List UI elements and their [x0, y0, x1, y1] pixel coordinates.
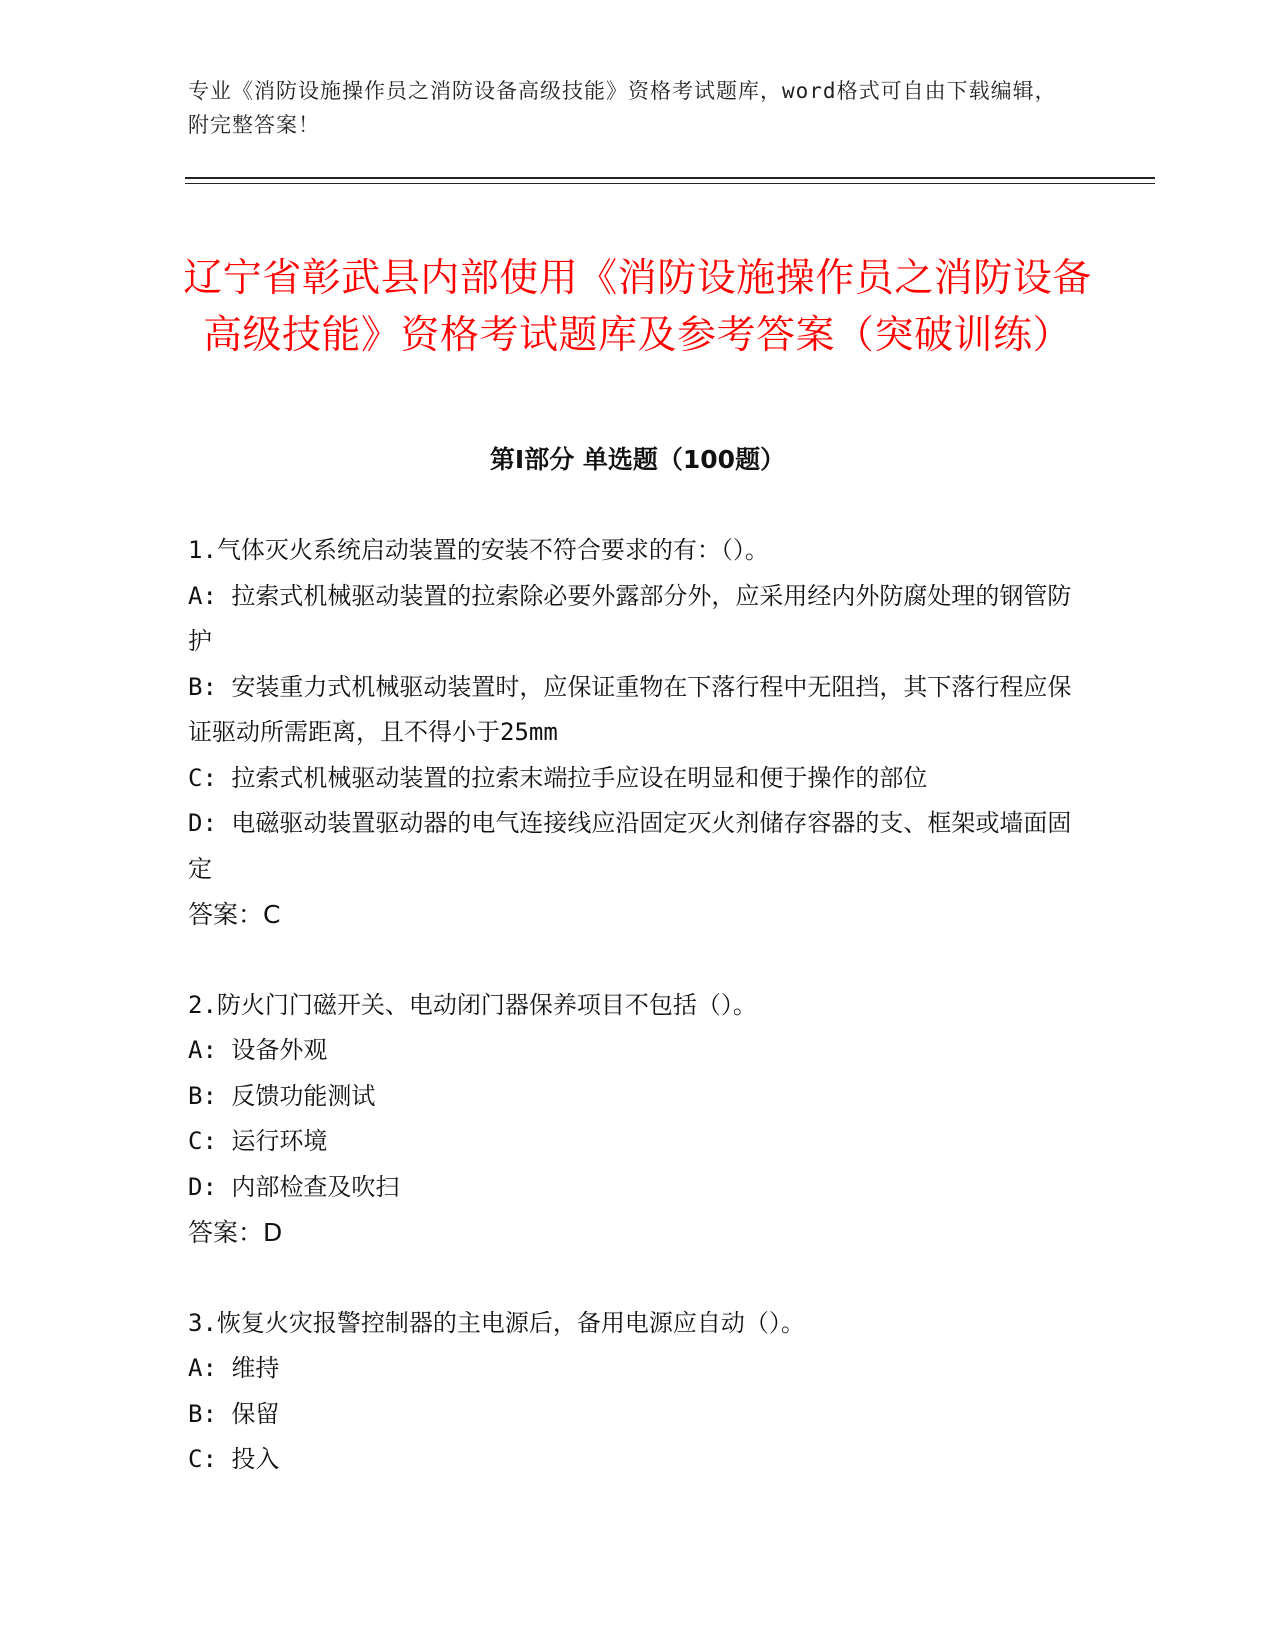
option-b: B: 保留 — [188, 1399, 280, 1428]
option-b: B: 反馈功能测试 — [188, 1081, 376, 1110]
document-title: 辽宁省彰武县内部使用《消防设施操作员之消防设备高级技能》资格考试题库及参考答案（突破训练） — [183, 256, 1092, 359]
question-list — [188, 528, 1088, 1528]
question-stem: 1.气体灭火系统启动装置的安装不符合要求的有：（）。 — [188, 536, 769, 564]
question-stem: 2.防火门门磁开关、电动闭门器保养项目不包括（）。 — [188, 990, 757, 1019]
option-d: D: 内部检查及吹扫 — [188, 1172, 400, 1201]
option-c: C: 拉索式机械驱动装置的拉索末端拉手应设在明显和便于操作的部位 — [188, 763, 928, 792]
question-2 — [188, 983, 1088, 1256]
header-rule — [185, 177, 1155, 179]
question-3 — [188, 1301, 1088, 1483]
question-stem: 3.恢复火灾报警控制器的主电源后，备用电源应自动（）。 — [188, 1308, 805, 1337]
question-1 — [188, 528, 1088, 938]
option-d: D: 电磁驱动装置驱动器的电气连接线应沿固定灭火剂储存容器的支、框架或墙面固定 — [188, 809, 1072, 883]
option-b: B: 安装重力式机械驱动装置时，应保证重物在下落行程中无阻挡，其下落行程应保证驱动所需距离，且不得小于25mm — [188, 672, 1072, 746]
option-c: C: 投入 — [188, 1445, 280, 1473]
answer: 答案：C — [188, 900, 281, 929]
option-c: C: 运行环境 — [188, 1127, 328, 1155]
option-a: A: 设备外观 — [188, 1036, 328, 1064]
option-a: A: 拉索式机械驱动装置的拉索除必要外露部分外，应采用经内外防腐处理的钢管防护 — [188, 581, 1072, 655]
section-title: 第Ⅰ部分 单选题（100题） — [489, 445, 786, 474]
answer: 答案：D — [188, 1218, 283, 1247]
header-note: 专业《消防设施操作员之消防设备高级技能》资格考试题库，word格式可自由下载编辑，附完整答案！ — [188, 79, 1057, 137]
option-a: A: 维持 — [188, 1354, 280, 1382]
header-rule-thin — [185, 183, 1155, 184]
